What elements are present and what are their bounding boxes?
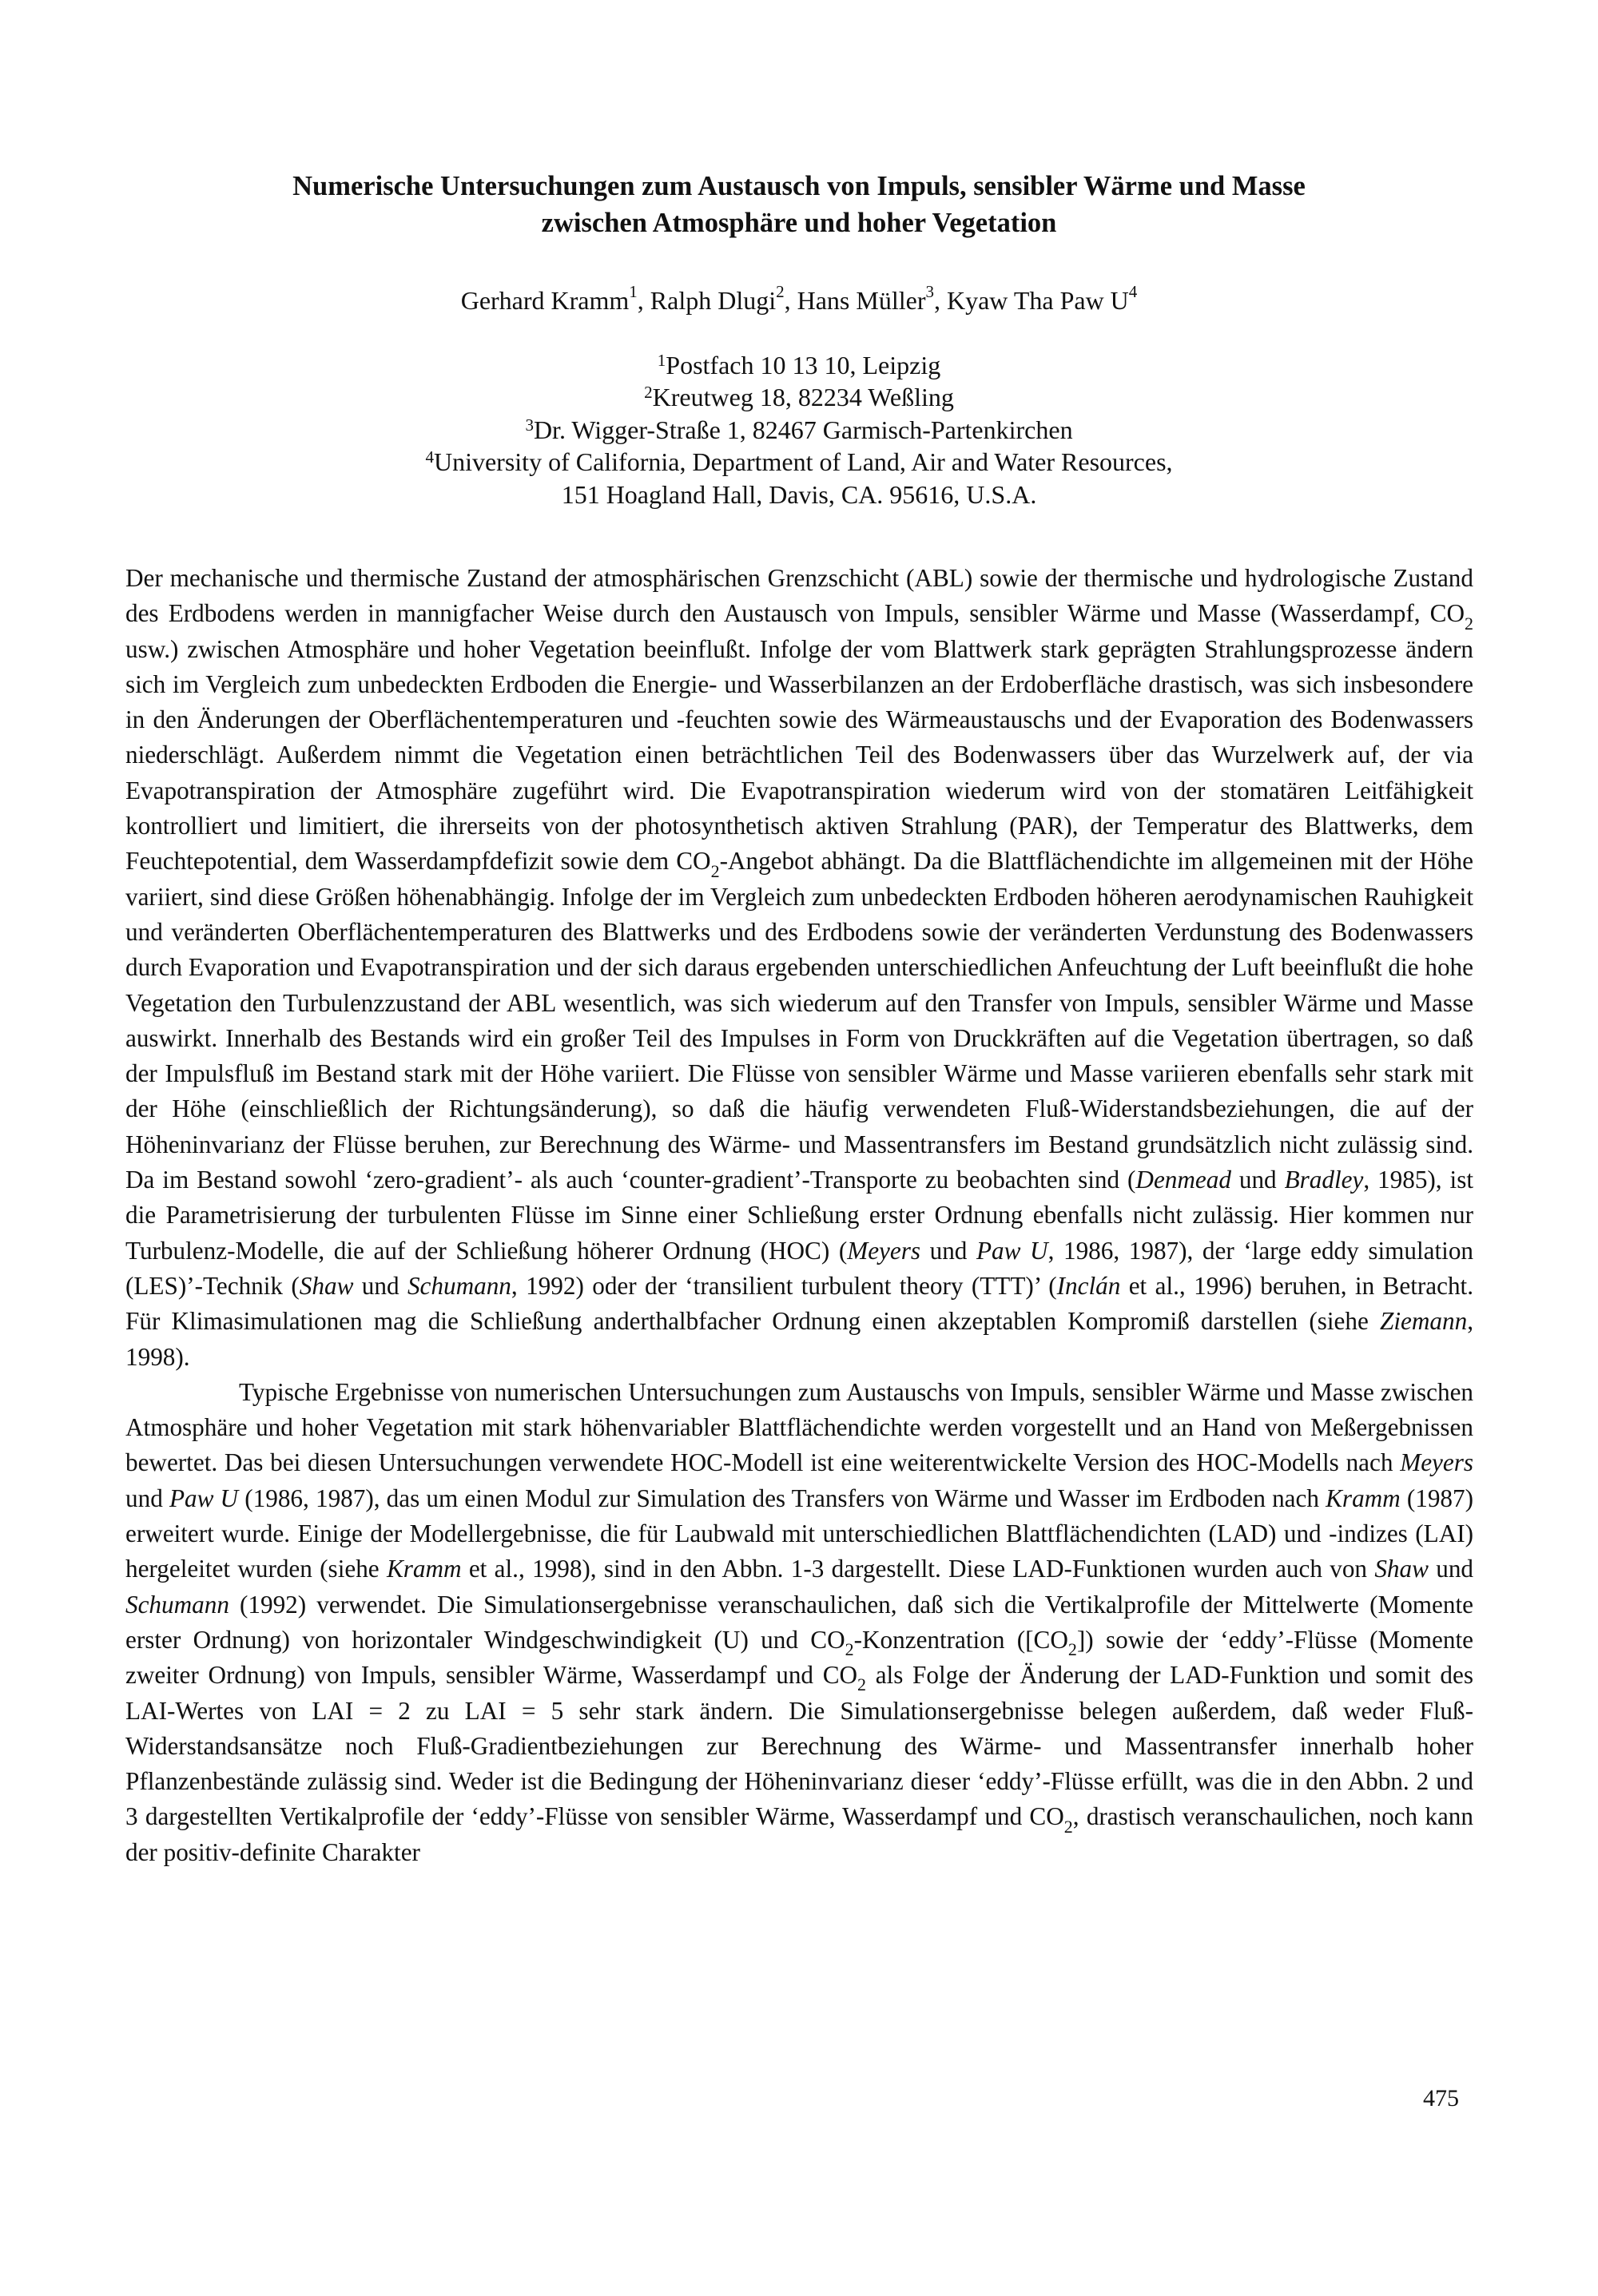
text-run: als Folge der Änderung der LAD-Funktion und somit des LAI-Wertes von LAI = 2 zu LAI = 5 sehr stark ändern. Die Simulationsergebnisse belegen außerdem, daß weder Fluß-Widerstandsansätze noch Fluß-Gradientbeziehungen zur Berechnung des Wärme- und Massentransfer innerhalb hoher Pflanzenbestände zulässig sind. Weder ist die Bedingung der Höheninvarianz dieser ‘eddy’-Flüsse erfüllt, was die in den Abbn. 2 und 3 dargestellten Vertikalprofile der ‘eddy’-Flüsse von sensibler Wärme, Wasserdampf und CO: [125, 1661, 1473, 1831]
title-line-1: Numerische Untersuchungen zum Austausch von Impuls, sensibler Wärme und Masse: [292, 171, 1306, 201]
text-run: Der mechanische und thermische Zustand der atmosphärischen Grenzschicht (ABL) sowie der thermische und hydrologische Zustand des Erdbodens werden in mannigfacher Weise durch den Austausch von Impuls, sensibler Wärme und Masse (Wasserdampf, CO: [125, 564, 1473, 628]
text-run: (1992) verwendet. Die Simulationsergebnisse veranschaulichen, daß sich die Vertikalprofile der Mittelwerte (Momente erster Ordnung) von horizontaler Windgeschwindigkeit (U) und CO: [125, 1590, 1473, 1654]
text-run: und: [1428, 1555, 1474, 1583]
subscript: 2: [1465, 613, 1473, 634]
text-run: et al., 1996) beruhen, in Betracht. Für Klimasimulationen mag die Schließung anderthalbfacher Ordnung einen akzeptablen Kompromiß darstellen (siehe: [125, 1271, 1473, 1336]
citation-author: Paw U: [976, 1236, 1048, 1265]
author-list: [120, 284, 1478, 316]
author: Kyaw Tha Paw $U^4$: [946, 282, 1138, 315]
text-run: und: [920, 1236, 976, 1265]
citation-author: Shaw: [1374, 1555, 1429, 1583]
text-run: und: [1230, 1166, 1285, 1194]
author: Hans Müller$^3$,: [797, 282, 947, 315]
affiliation: $^2$Kreutweg 18, 82234 Weßling: [644, 383, 954, 412]
text-run: -Konzentration ([CO: [853, 1625, 1068, 1654]
body-paragraph: [125, 561, 1473, 1375]
author: Gerhard Kramm$^1$,: [460, 282, 650, 315]
subscript: 2: [1067, 1639, 1077, 1660]
text-run: (1987) erweitert wurde. Einige der Modellergebnisse, die für Laubwald mit unterschiedlichen Blattflächendichten (LAD) und -indizes (LAI) hergeleitet wurden (siehe: [125, 1484, 1474, 1583]
text-run: (1986, 1987), das um einen Modul zur Simulation des Transfers von Wärme und Wasser im Erdboden nach: [238, 1484, 1326, 1512]
text-run: usw.) zwischen Atmosphäre und hoher Vegetation beeinflußt. Infolge der vom Blattwerk stark geprägten Strahlungsprozesse ändern sich im Vergleich zum unbedeckten Erdboden die Energie- und Wasserbilanzen an der Erdoberfläche drastisch, was sich insbesondere in den Änderungen der Oberflächentemperaturen und -feuchten sowie des Wärmeaustauschs und der Evaporation des Bodenwassers niederschlägt. Außerdem nimmt die Vegetation einen beträchtlichen Teil des Bodenwassers über das Wurzelwerk auf, der via Evapotranspiration der Atmosphäre zugeführt wird. Die Evapotranspiration wiederum wird von der stomatären Leitfähigkeit kontrolliert und limitiert, die ihrerseits von der photosynthetisch aktiven Strahlung (PAR), der Temperatur des Blattwerks, dem Feuchtepotential, dem Wasserdampfdefizit sowie dem CO: [125, 634, 1473, 876]
text-run: , drastisch veranschaulichen, noch kann der positiv-definite Charakter: [125, 1802, 1473, 1866]
affiliation: $^1$Postfach 10 13 10, Leipzig: [657, 351, 941, 379]
text-run: , 1998).: [125, 1307, 1473, 1371]
paper-title: [120, 168, 1478, 241]
citation-author: Meyers: [847, 1236, 920, 1265]
body-text: [125, 561, 1473, 1870]
subscript: 2: [1063, 1816, 1073, 1837]
subscript: 2: [710, 860, 720, 881]
citation-author: Kramm: [1326, 1484, 1401, 1512]
citation-author: Schumann: [125, 1590, 229, 1619]
text-run: und: [353, 1271, 407, 1300]
text-run: und: [125, 1484, 169, 1512]
page-number: 475: [1423, 2085, 1459, 2111]
subscript: 2: [845, 1639, 854, 1660]
text-run: et al., 1998), sind in den Abbn. 1-3 dargestellt. Diese LAD-Funktionen wurden auch von: [461, 1555, 1375, 1583]
affiliation: $^4$University of California, Department of Land, Air and Water Resources,: [425, 447, 1173, 477]
citation-author: Bradley: [1284, 1166, 1364, 1194]
citation-author: Denmead: [1135, 1166, 1231, 1194]
text-run: , 1992) oder der ‘transilient turbulent theory (TTT)’ (: [511, 1271, 1057, 1300]
affiliation: 151 Hoagland Hall, Davis, CA. 95616, U.S.A.: [561, 479, 1037, 509]
text-run: Typische Ergebnisse von numerischen Untersuchungen zum Austauschs von Impuls, sensibler Wärme und Masse zwischen Atmosphäre und hoher Vegetation mit stark höhenvariabler Blattflächendichte werden vorgestellt und an Hand von Meßergebnissen bewertet. Das bei diesen Untersuchungen verwendete HOC-Modell ist eine weiterentwickelte Version des HOC-Modells nach: [125, 1377, 1473, 1477]
affiliation-list: [120, 349, 1478, 510]
author: Ralph Dlugi$^2$,: [650, 282, 797, 315]
citation-author: Paw U: [169, 1484, 239, 1512]
citation-author: Kramm: [386, 1555, 462, 1583]
body-paragraph: [125, 1375, 1473, 1870]
title-line-2: zwischen Atmosphäre und hoher Vegetation: [541, 208, 1057, 238]
text-run: ]) sowie der ‘eddy’-Flüsse (Momente zweiter Ordnung) von Impuls, sensibler Wärme, Wasserdampf und CO: [125, 1625, 1473, 1690]
citation-author: Meyers: [1400, 1448, 1473, 1477]
citation-author: Ziemann: [1380, 1307, 1468, 1336]
citation-author: Inclán: [1056, 1271, 1121, 1300]
affiliation: $^3$Dr. Wigger-Straße 1, 82467 Garmisch-Partenkirchen: [525, 415, 1073, 444]
text-run: , 1986, 1987), der ‘large eddy simulation (LES)’-Technik (: [125, 1236, 1474, 1300]
citation-author: Schumann: [407, 1271, 511, 1300]
text-run: -Angebot abhängt. Da die Blattflächendichte im allgemeinen mit der Höhe variiert, sind diese Größen höhenabhängig. Infolge der im Vergleich zum unbedeckten Erdboden höheren aerodynamischen Rauhigkeit und veränderten Oberflächentemperaturen des Blattwerks und des Erdbodens sowie der veränderten Verdunstung des Bodenwassers durch Evaporation und Evapotranspiration und der sich daraus ergebenden unterschiedlichen Anfeuchtung der Luft beeinflußt die hohe Vegetation den Turbulenzzustand der ABL wesentlich, was sich wiederum auf den Transfer von Impuls, sensibler Wärme und Masse auswirkt. Innerhalb des Bestands wird ein großer Teil des Impulses in Form von Druckkräften auf die Vegetation übertragen, so daß der Impulsfluß im Bestand stark mit der Höhe variiert. Die Flüsse von sensibler Wärme und Masse variieren ebenfalls sehr stark mit der Höhe (einschließlich der Richtungsänderung), so daß die häufig verwendeten Fluß-Widerstandsbeziehungen, die auf der Höheninvarianz der Flüsse beruhen, zur Berechnung des Wärme- und Massentransfers im Bestand grundsätzlich nicht zulässig sind. Da im Bestand sowohl ‘zero-gradient’- als auch ‘counter-gradient’-Transporte zu beobachten sind (: [125, 847, 1473, 1194]
citation-author: Shaw: [299, 1271, 354, 1300]
subscript: 2: [857, 1674, 867, 1695]
text-run: , 1985), ist die Parametrisierung der turbulenten Flüsse im Sinne einer Schließung erster Ordnung ebenfalls nicht zulässig. Hier kommen nur Turbulenz-Modelle, die auf der Schließung höherer Ordnung (HOC) (: [125, 1166, 1473, 1265]
